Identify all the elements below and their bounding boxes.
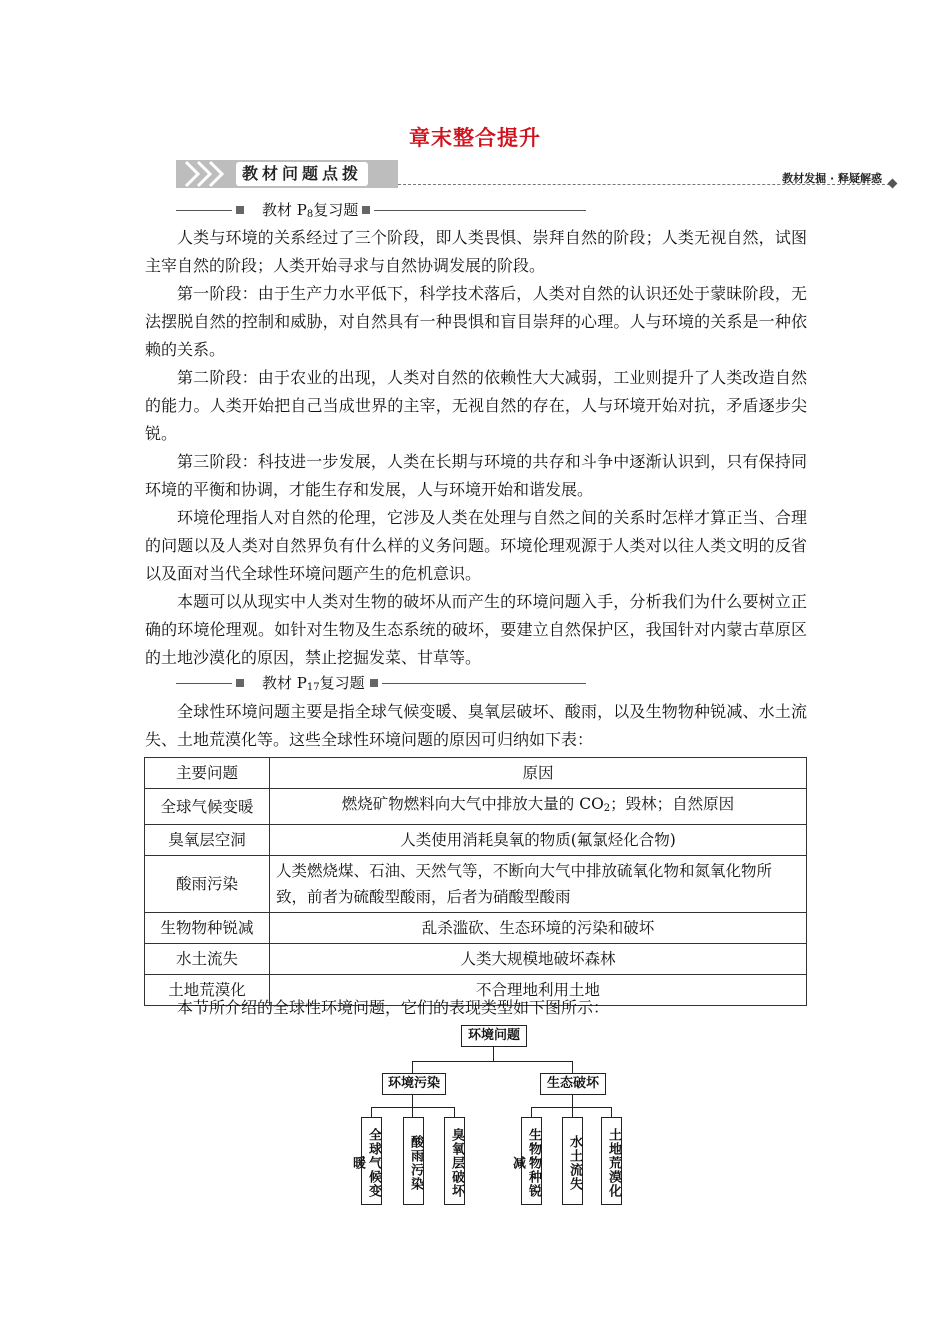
cause-cell: 人类使用消耗臭氧的物质(氟氯烃化合物) [270,825,807,856]
diagram-root: 环境问题 [461,1025,527,1047]
cause-cell: 人类燃烧煤、石油、天然气等，不断向大气中排放硫氧化物和氮氧化物所致，前者为硫酸型酸雨，后者为硝酸型酸雨 [270,856,807,913]
diagram-leaf: 酸雨污染 [403,1117,424,1205]
paragraph: 第二阶段：由于农业的出现，人类对自然的依赖性大大减弱，工业则提升了人类改造自然的能力。人类开始把自己当成世界的主宰，无视自然的存在，人与环境开始对抗，矛盾逐步尖锐。 [145,368,807,443]
table-row [145,825,807,856]
section-header-p17 [176,672,586,696]
connector [454,1107,455,1117]
paragraph: 人类与环境的关系经过了三个阶段，即人类畏惧、崇拜自然的阶段；人类无视自然，试图主宰自然的阶段；人类开始寻求与自然协调发展的阶段。 [145,228,807,275]
paragraph: 第三阶段：科技进一步发展，人类在长期与环境的共存和斗争中逐渐认识到，只有保持同环境的平衡和协调，才能生存和发展，人与环境开始和谐发展。 [145,452,807,499]
diagram-leaf: 生物物种锐减 [521,1117,542,1205]
section-banner [176,158,896,190]
connector [531,1107,611,1108]
table-header-row [145,758,807,789]
connector [572,1094,573,1107]
paragraph: 第一阶段：由于生产力水平低下，科学技术落后，人类对自然的认识还处于蒙昧阶段，无法摆脱自然的控制和威胁，对自然具有一种畏惧和盲目崇拜的心理。人与环境的关系是一种依赖的关系。 [145,284,807,359]
column-header: 主要问题 [145,758,270,789]
banner-tagline: 教材发掘 · 释疑解惑 [782,172,882,185]
cause-cell: 乱杀滥砍、生态环境的污染和破坏 [270,913,807,944]
paragraph: 本节所介绍的全球性环境问题，它们的表现类型如下图所示： [177,998,610,1017]
divider [176,210,232,211]
connector [572,1061,573,1073]
cause-cell: 人类大规模地破坏森林 [270,944,807,975]
column-header: 原因 [270,758,807,789]
cause-cell: 燃烧矿物燃料向大气中排放大量的 $CO_2$；毁林；自然原因 [270,789,807,825]
classification-diagram [350,1025,630,1210]
connector [611,1107,612,1117]
connector [412,1094,413,1107]
diamond-icon [888,179,898,189]
paragraph: 环境伦理指人对自然的伦理，它涉及人类在处理与自然之间的关系时怎样才算正当、合理的问题以及人类对自然界负有什么样的义务问题。环境伦理观源于人类对以往人类文明的反省以及面对当代全球性环境问题产生的危机意识。 [145,508,807,583]
connector [493,1046,494,1061]
page-title: 章末整合提升 [409,125,541,150]
table-row [145,913,807,944]
connector [572,1107,573,1117]
diagram-leaf: 全球气候变暖 [361,1117,382,1205]
section-label: 教材 $P_8$复习题 [262,201,359,220]
diagram-branch: 环境污染 [382,1073,446,1095]
connector [412,1061,572,1062]
section-header-p8 [176,199,586,223]
issue-cell: 臭氧层空洞 [145,825,270,856]
issue-cell: 全球气候变暖 [145,789,270,825]
issue-cell: 水土流失 [145,944,270,975]
diagram-leaf: 土地荒漠化 [601,1117,622,1205]
issue-cell: 土地荒漠化 [145,975,270,1006]
diagram-branch: 生态破坏 [540,1073,606,1095]
section-label: 教材 $P_{17}$复习题 [262,674,365,693]
square-icon [236,679,244,687]
issue-cell: 生物物种锐减 [145,913,270,944]
connector [412,1061,413,1073]
connector [371,1107,372,1117]
square-icon [362,206,370,214]
causes-table [144,757,807,1006]
table-row [145,944,807,975]
table-row [145,789,807,825]
divider [374,210,586,211]
divider [382,683,586,684]
divider [176,683,232,684]
connector [531,1107,532,1117]
issue-cell: 酸雨污染 [145,856,270,913]
diagram-leaf: 臭氧层破坏 [444,1117,465,1205]
banner-label: 教材问题点拨 [236,162,368,186]
square-icon [370,679,378,687]
square-icon [236,206,244,214]
cause-cell: 不合理地利用土地 [270,975,807,1006]
paragraph: 全球性环境问题主要是指全球气候变暖、臭氧层破坏、酸雨，以及生物物种锐减、水土流失、土地荒漠化等。这些全球性环境问题的原因可归纳如下表： [145,702,807,749]
chevron-icon [182,160,232,188]
table-row [145,856,807,913]
diagram-leaf: 水土流失 [562,1117,583,1205]
paragraph: 本题可以从现实中人类对生物的破坏从而产生的环境问题入手，分析我们为什么要树立正确的环境伦理观。如针对生物及生态系统的破坏，要建立自然保护区，我国针对内蒙古草原区的土地沙漠化的原因，禁止挖掘发菜、甘草等。 [145,592,807,667]
connector [412,1107,413,1117]
